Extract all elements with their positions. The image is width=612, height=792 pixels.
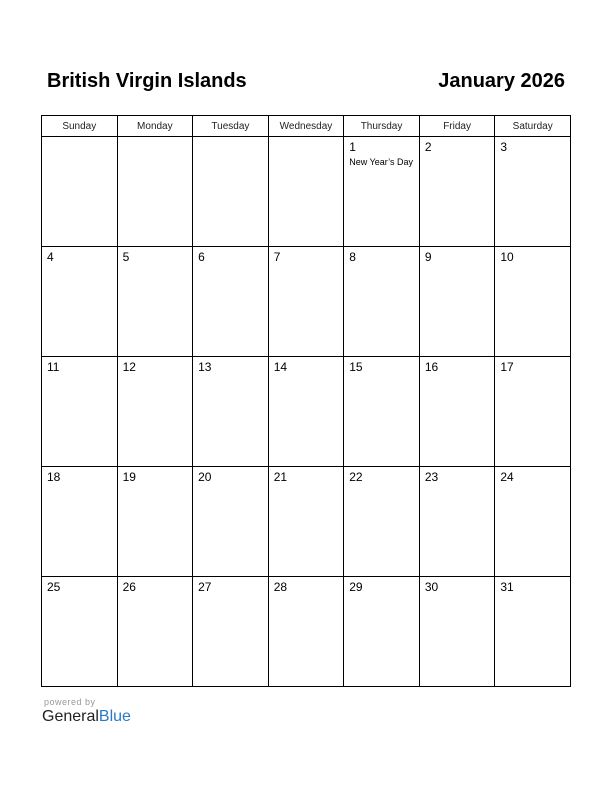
week-row [42, 137, 571, 247]
calendar-grid [41, 115, 571, 687]
day-cell [495, 577, 571, 687]
day-cell [117, 467, 193, 577]
day-number: 30 [424, 580, 439, 594]
day-cell [419, 137, 495, 247]
day-cell [117, 247, 193, 357]
weekday-header-row [42, 116, 571, 137]
day-number: 27 [198, 580, 212, 594]
day-number: 6 [198, 250, 205, 264]
day-cell [344, 357, 420, 467]
day-cell [495, 357, 571, 467]
day-number: 4 [47, 250, 54, 264]
day-number: 13 [198, 360, 212, 374]
day-cell [42, 467, 118, 577]
day-cell [42, 247, 118, 357]
day-cell [42, 137, 118, 247]
day-number: 24 [500, 470, 514, 484]
calendar-country-title: British Virgin Islands [47, 70, 247, 92]
day-cell [495, 467, 571, 577]
day-cell [268, 247, 344, 357]
day-number: 5 [122, 250, 130, 264]
day-cell [42, 577, 118, 687]
weekday-header: Friday [419, 116, 495, 137]
day-cell [419, 357, 495, 467]
week-row [42, 247, 571, 357]
day-cell [419, 467, 495, 577]
day-cell [193, 137, 269, 247]
week-row [42, 577, 571, 687]
day-number: 26 [122, 580, 136, 594]
day-number: 2 [424, 140, 432, 154]
day-number: 22 [349, 470, 363, 484]
day-number: 31 [500, 580, 514, 594]
day-cell [268, 577, 344, 687]
day-number: 8 [349, 250, 356, 264]
day-cell [193, 357, 269, 467]
day-cell [268, 467, 344, 577]
day-cell [268, 137, 344, 247]
week-row [42, 467, 571, 577]
day-cell [117, 357, 193, 467]
day-number: 16 [424, 360, 439, 374]
weekday-header: Monday [117, 116, 193, 137]
day-number: 12 [122, 360, 136, 374]
weekday-header: Saturday [495, 116, 571, 137]
day-number: 10 [500, 250, 514, 264]
week-row [42, 357, 571, 467]
calendar-month-title: January 2026 [438, 70, 565, 92]
day-number: 19 [122, 470, 136, 484]
day-number: 11 [47, 360, 60, 374]
powered-by-label: powered by [44, 697, 96, 707]
day-number: 9 [424, 250, 432, 264]
day-cell [344, 137, 420, 247]
day-cell [344, 467, 420, 577]
weekday-header: Wednesday [268, 116, 344, 137]
weekday-header: Tuesday [193, 116, 269, 137]
day-cell [117, 577, 193, 687]
day-cell [193, 577, 269, 687]
day-number: 21 [273, 470, 288, 484]
day-cell [268, 357, 344, 467]
weekday-header: Sunday [42, 116, 118, 137]
day-cell [419, 577, 495, 687]
day-number: 14 [273, 360, 288, 374]
day-cell [495, 247, 571, 357]
day-number: 28 [273, 580, 288, 594]
day-cell [193, 247, 269, 357]
day-cell [117, 137, 193, 247]
weekday-header: Thursday [344, 116, 420, 137]
day-cell [495, 137, 571, 247]
day-cell [42, 357, 118, 467]
day-number: 1 [349, 140, 356, 154]
day-cell [344, 247, 420, 357]
day-number: 20 [198, 470, 212, 484]
day-number: 23 [424, 470, 439, 484]
day-number: 17 [500, 360, 514, 374]
day-number: 7 [273, 250, 281, 264]
day-number: 25 [47, 580, 61, 594]
day-number: 29 [349, 580, 363, 594]
logo-text-blue: Blue [98, 708, 131, 725]
day-number [193, 137, 268, 140]
holiday-label: New Year’s Day [349, 157, 413, 167]
day-number: 3 [500, 140, 508, 154]
generalblue-logo[interactable] [42, 708, 131, 726]
day-cell [419, 247, 495, 357]
logo-text-general: General [42, 708, 99, 725]
day-cell [193, 467, 269, 577]
day-number: 18 [47, 470, 61, 484]
day-cell [344, 577, 420, 687]
day-number [118, 137, 193, 140]
day-number [269, 137, 344, 140]
day-number [42, 137, 117, 140]
day-number: 15 [349, 360, 363, 374]
